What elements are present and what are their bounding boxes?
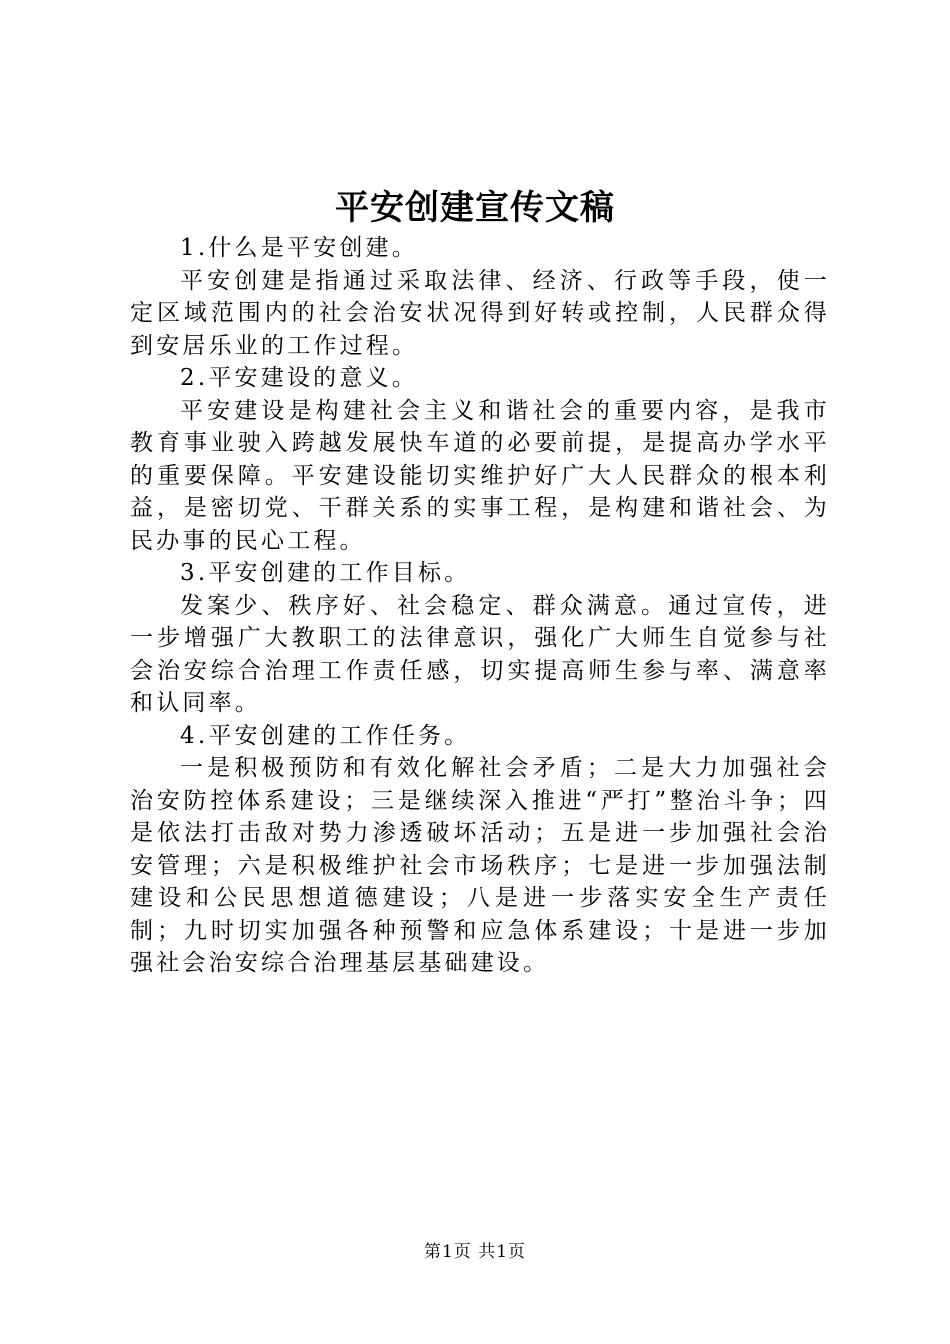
section-heading-1: 1.什么是平安创建。: [180, 235, 418, 261]
section-heading-2: 2.平安建设的意义。: [180, 365, 418, 391]
section-paragraph-3: 发案少、秩序好、社会稳定、群众满意。通过宣传，进一步增强广大教职工的法律意识，强化广大师生自觉参与社会治安综合治理工作责任感，切实提高师生参与率、满意率和认同率。: [130, 592, 830, 716]
section-paragraph-4: 一是积极预防和有效化解社会矛盾；二是大力加强社会治安防控体系建设；三是继续深入推进“严打”整治斗争；四是依法打击敌对势力渗透破坏活动；五是进一步加强社会治安管理；六是积极维护社会市场秩序；七是进一步加强法制建设和公民思想道德建设；八是进一步落实安全生产责任制；九时切实加强各种预警和应急体系建设；十是进一步加强社会治安综合治理基层基础建设。: [130, 755, 830, 976]
section-heading-3: 3.平安创建的工作目标。: [180, 560, 471, 586]
document-title: 平安创建宣传文稿: [335, 188, 615, 228]
page-footer: 第1页 共1页: [423, 1242, 527, 1262]
section-paragraph-1: 平安创建是指通过采取法律、经济、行政等手段，使一定区域范围内的社会治安状况得到好转或控制，人民群众得到安居乐业的工作过程。: [130, 267, 830, 359]
document-body: [130, 232, 830, 980]
section-heading-4: 4.平安创建的工作任务。: [180, 722, 471, 749]
section-paragraph-2: 平安建设是构建社会主义和谐社会的重要内容，是我市教育事业驶入跨越发展快车道的必要前提，是提高办学水平的重要保障。平安建设能切实维护好广大人民群众的根本利益，是密切党、干群关系的实事工程，是构建和谐社会、为民办事的民心工程。: [130, 397, 830, 554]
